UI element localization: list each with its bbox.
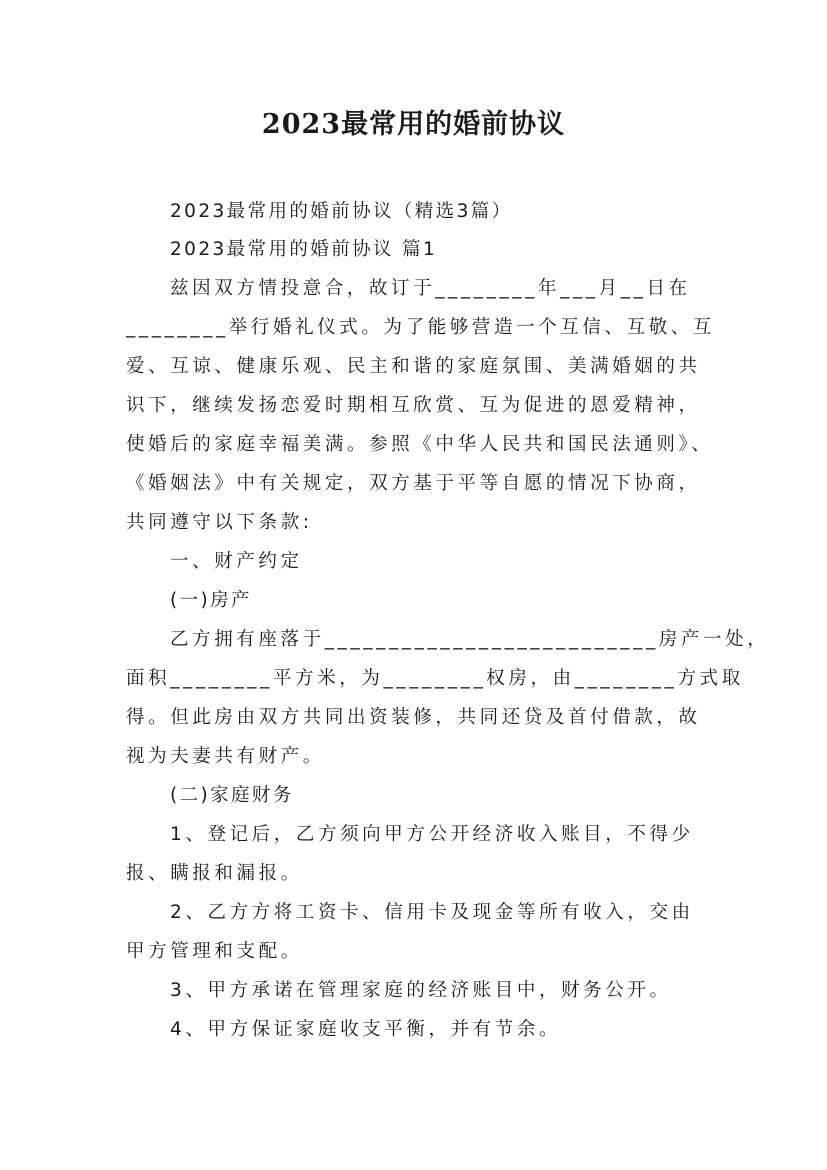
paragraph-line: ________举行婚礼仪式。为了能够营造一个互信、互敬、互	[126, 317, 716, 338]
paragraph-line: 《婚姻法》中有关规定，双方基于平等自愿的情况下协商，	[126, 473, 701, 494]
document-title: 2023最常用的婚前协议	[261, 109, 566, 140]
paragraph-line: 爱、互谅、健康乐观、民主和谐的家庭氛围、美满婚姻的共	[126, 356, 701, 377]
paragraph-line: 使婚后的家庭幸福美满。参照《中华人民共和国民法通则》、	[126, 434, 714, 455]
subsection-heading-line: (一)房产	[170, 590, 252, 611]
paragraph-line: 2、乙方方将工资卡、信用卡及现金等所有收入，交由	[170, 902, 694, 923]
paragraph-line: 3、甲方承诺在管理家庭的经济账目中，财务公开。	[170, 980, 672, 1001]
section-heading-line: 一、财产约定	[170, 551, 303, 572]
subtitle-line: 2023最常用的婚前协议（精选3篇）	[170, 201, 513, 222]
paragraph-line: 识下，继续发扬恋爱时期相互欣赏、互为促进的恩爱精神，	[126, 395, 701, 416]
paragraph-line: 得。但此房由双方共同出资装修，共同还贷及首付借款，故	[126, 707, 701, 728]
paragraph-line: 乙方拥有座落于__________________________房产一处，	[170, 629, 770, 650]
paragraph-line: 4、甲方保证家庭收支平衡，并有节余。	[170, 1019, 562, 1040]
paragraph-line: 共同遵守以下条款:	[126, 512, 313, 533]
paragraph-line: 兹因双方情投意合，故订于________年___月__日在	[170, 278, 691, 299]
section-heading-line: 2023最常用的婚前协议 篇1	[170, 239, 438, 260]
subsection-heading-line: (二)家庭财务	[170, 785, 294, 806]
paragraph-line: 面积________平方米，为________权房，由________方式取	[126, 668, 744, 689]
paragraph-line: 1、登记后，乙方须向甲方公开经济收入账目，不得少	[170, 824, 694, 845]
paragraph-line: 甲方管理和支配。	[126, 941, 303, 962]
paragraph-line: 报、瞒报和漏报。	[126, 863, 303, 884]
paragraph-line: 视为夫妻共有财产。	[126, 746, 325, 767]
